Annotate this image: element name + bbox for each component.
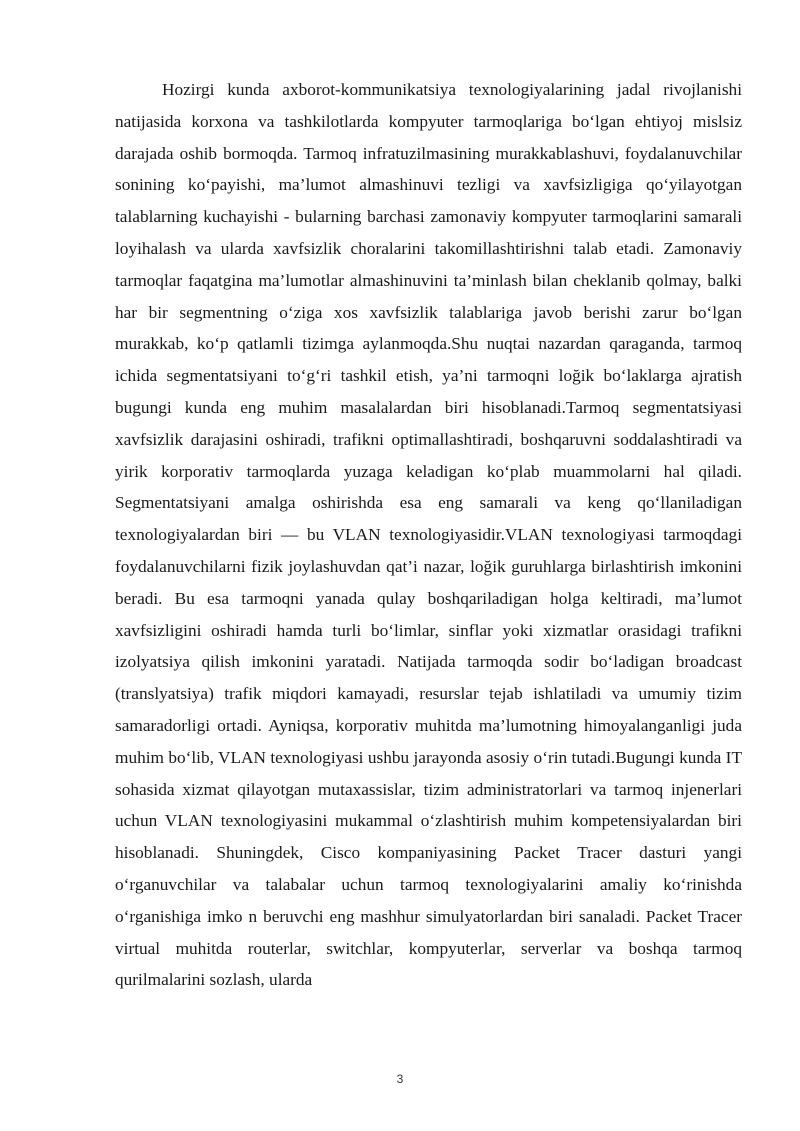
- body-text-block: [115, 74, 742, 996]
- page-number: 3: [396, 1072, 404, 1086]
- body-paragraph: Hozirgi kunda axborot-kommunikatsiya texnologiyalarining jadal rivojlanishi natijasida korxona va tashkilotlarda kompyuter tarmoqlariga bo‘lgan ehtiyoj mislsiz darajada oshib bormoqda. Tarmoq infratuzilmasining murakkablashuvi, foydalanuvchilar sonining ko‘payishi, ma’lumot almashinuvi tezligi va xavfsizligiga qo‘yilayotgan talablarning kuchayishi - bularning barchasi zamonaviy kompyuter tarmoqlarini samarali loyihalash va ularda xavfsizlik choralarini takomillashtirishni talab etadi. Zamonaviy tarmoqlar faqatgina ma’lumotlar almashinuvini ta’minlash bilan cheklanib qolmay, balki har bir segmentning o‘ziga xos xavfsizlik talablariga javob berishi zarur bo‘lgan murakkab, ko‘p qatlamli tizimga aylanmoqda.Shu nuqtai nazardan qaraganda, tarmoq ichida segmentatsiyani to‘g‘ri tashkil etish, ya’ni tarmoqni loğik bo‘laklarga ajratish bugungi kunda eng muhim masalalardan biri hisoblanadi.Tarmoq segmentatsiyasi xavfsizlik darajasini oshiradi, trafikni optimallashtiradi, boshqaruvni soddalashtiradi va yirik korporativ tarmoqlarda yuzaga keladigan ko‘plab muammolarni hal qiladi. Segmentatsiyani amalga oshirishda esa eng samarali va keng qo‘llaniladigan texnologiyalardan biri — bu VLAN texnologiyasidir.VLAN texnologiyasi tarmoqdagi foydalanuvchilarni fizik joylashuvdan qat’i nazar, loğik guruhlarga birlashtirish imkonini beradi. Bu esa tarmoqni yanada qulay boshqariladigan holga keltiradi, ma’lumot xavfsizligini oshiradi hamda turli bo‘limlar, sinflar yoki xizmatlar orasidagi trafikni izolyatsiya qilish imkonini yaratadi. Natijada tarmoqda sodir bo‘ladigan broadcast (translyatsiya) trafik miqdori kamayadi, resurslar tejab ishlatiladi va umumiy tizim samaradorligi ortadi. Ayniqsa, korporativ muhitda ma’lumotning himoyalanganligi juda muhim bo‘lib, VLAN texnologiyasi ushbu jarayonda asosiy o‘rin tutadi.Bugungi kunda IT sohasida xizmat qilayotgan mutaxassislar, tizim administratorlari va tarmoq injenerlari uchun VLAN texnologiyasini mukammal o‘zlashtirish muhim kompetensiyalardan biri hisoblanadi. Shuningdek, Cisco kompaniyasining Packet Tracer dasturi yangi o‘rganuvchilar va talabalar uchun tarmoq texnologiyalarini amaliy ko‘rinishda o‘rganishiga imko n beruvchi eng mashhur simulyatorlardan biri sanaladi. Packet Tracer virtual muhitda routerlar, switchlar, kompyuterlar, serverlar va boshqa tarmoq qurilmalarini sozlash, ularda: [115, 80, 742, 990]
